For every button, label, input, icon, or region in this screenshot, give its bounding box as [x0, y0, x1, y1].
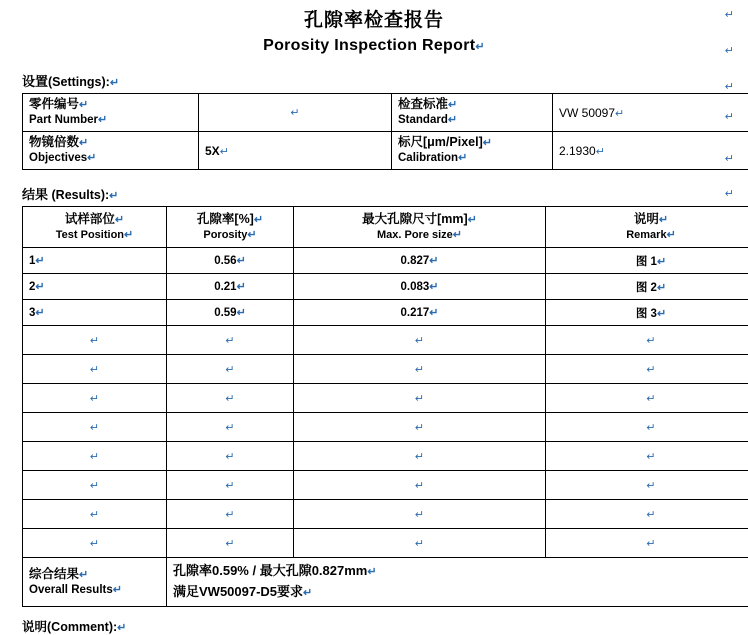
column-header-test-position: 试样部位↵ Test Position↵: [23, 207, 167, 248]
results-label-cn: 结果: [22, 187, 48, 202]
paragraph-mark: ↵: [90, 480, 99, 492]
table-row: [23, 471, 748, 500]
cell-remark[interactable]: [546, 326, 748, 355]
cell-porosity[interactable]: [167, 413, 294, 442]
paragraph-mark: ↵: [303, 587, 312, 599]
paragraph-mark: ↵: [79, 137, 88, 149]
paragraph-mark: ↵: [475, 41, 485, 53]
cell-test-position[interactable]: 2↵: [23, 274, 167, 300]
paragraph-mark: ↵: [367, 566, 376, 578]
results-table: [22, 206, 748, 607]
paragraph-mark: ↵: [109, 190, 118, 202]
table-row: [23, 94, 748, 132]
cell-remark[interactable]: [546, 413, 748, 442]
paragraph-mark: ↵: [124, 229, 133, 241]
paragraph-mark: ↵: [657, 308, 666, 320]
cell-max-pore[interactable]: 0.827↵: [294, 248, 546, 274]
paragraph-mark: ↵: [290, 107, 299, 119]
paragraph-mark: ↵: [646, 538, 655, 550]
paragraph-mark: ↵: [90, 451, 99, 463]
paragraph-mark: ↵: [90, 538, 99, 550]
paragraph-mark: ↵: [225, 393, 234, 405]
cell-porosity[interactable]: 0.56↵: [167, 248, 294, 274]
cell-porosity[interactable]: [167, 442, 294, 471]
cell-test-position[interactable]: [23, 413, 167, 442]
table-row: [23, 132, 748, 170]
paragraph-mark: ↵: [429, 281, 438, 293]
paragraph-mark: ↵: [225, 335, 234, 347]
paragraph-mark: ↵: [725, 80, 734, 93]
paragraph-mark: ↵: [237, 307, 246, 319]
paragraph-mark: ↵: [254, 214, 263, 226]
paragraph-mark: ↵: [659, 214, 668, 226]
paragraph-mark: ↵: [79, 569, 88, 581]
standard-value[interactable]: VW 50097↵: [553, 94, 748, 132]
table-row: [23, 326, 748, 355]
table-row: [23, 529, 748, 558]
standard-label: 检查标准↵ Standard↵: [392, 94, 553, 132]
paragraph-mark: ↵: [448, 114, 457, 126]
table-row: [23, 300, 748, 326]
results-label-en: (Results):: [52, 188, 110, 202]
paragraph-mark: ↵: [98, 114, 107, 126]
cell-test-position[interactable]: [23, 326, 167, 355]
paragraph-mark: ↵: [87, 152, 96, 164]
cell-remark[interactable]: [546, 384, 748, 413]
paragraph-mark: ↵: [237, 281, 246, 293]
part-number-label: 零件编号↵ Part Number↵: [23, 94, 199, 132]
paragraph-mark: ↵: [646, 364, 655, 376]
paragraph-mark: ↵: [415, 422, 424, 434]
overall-results-row: [23, 558, 748, 607]
paragraph-mark: ↵: [657, 282, 666, 294]
cell-max-pore[interactable]: [294, 355, 546, 384]
settings-label-en: (Settings):: [48, 75, 110, 89]
comment-label-cn: 说明: [22, 620, 47, 634]
table-row: [23, 274, 748, 300]
cell-porosity[interactable]: 0.21↵: [167, 274, 294, 300]
comment-label-en: (Comment):: [47, 620, 117, 634]
paragraph-mark: ↵: [646, 480, 655, 492]
cell-test-position[interactable]: 3↵: [23, 300, 167, 326]
table-header-row: [23, 207, 748, 248]
cell-porosity[interactable]: [167, 471, 294, 500]
paragraph-mark: ↵: [247, 229, 256, 241]
paragraph-mark: ↵: [237, 255, 246, 267]
cell-porosity[interactable]: [167, 326, 294, 355]
paragraph-mark: ↵: [225, 538, 234, 550]
overall-results-label: 综合结果↵ Overall Results↵: [23, 558, 167, 607]
cell-max-pore[interactable]: [294, 500, 546, 529]
results-section-label: [22, 184, 748, 203]
paragraph-mark: ↵: [453, 229, 462, 241]
paragraph-mark: ↵: [225, 509, 234, 521]
paragraph-mark: ↵: [596, 146, 605, 158]
comment-section-label: [22, 617, 748, 635]
paragraph-mark: ↵: [725, 187, 734, 200]
cell-test-position[interactable]: [23, 442, 167, 471]
calibration-value[interactable]: 2.1930↵: [553, 132, 748, 170]
paragraph-mark: ↵: [90, 335, 99, 347]
cell-remark[interactable]: 图 1↵: [546, 248, 748, 274]
paragraph-mark: ↵: [725, 8, 734, 21]
cell-remark[interactable]: [546, 442, 748, 471]
document-title: [0, 0, 748, 59]
paragraph-mark: ↵: [725, 152, 734, 165]
title-chinese: 孔隙率检查报告: [0, 8, 748, 34]
cell-test-position[interactable]: [23, 529, 167, 558]
title-english: Porosity Inspection Report↵: [0, 34, 748, 59]
paragraph-mark: ↵: [35, 307, 44, 319]
cell-test-position[interactable]: [23, 355, 167, 384]
paragraph-mark: ↵: [117, 622, 126, 634]
paragraph-mark: ↵: [667, 229, 676, 241]
overall-results-value[interactable]: 孔隙率0.59% / 最大孔隙0.827mm↵ 满足VW50097-D5要求↵: [167, 558, 748, 607]
objectives-value[interactable]: 5X↵: [199, 132, 392, 170]
paragraph-mark: ↵: [483, 137, 492, 149]
paragraph-mark: ↵: [646, 451, 655, 463]
column-header-max-pore-size: 最大孔隙尺寸[mm]↵ Max. Pore size↵: [294, 207, 546, 248]
cell-remark[interactable]: 图 2↵: [546, 274, 748, 300]
paragraph-mark: ↵: [79, 99, 88, 111]
cell-test-position[interactable]: 1↵: [23, 248, 167, 274]
paragraph-mark: ↵: [468, 214, 477, 226]
paragraph-mark: ↵: [646, 422, 655, 434]
paragraph-mark: ↵: [415, 451, 424, 463]
cell-porosity[interactable]: [167, 500, 294, 529]
cell-max-pore[interactable]: 0.083↵: [294, 274, 546, 300]
cell-test-position[interactable]: [23, 384, 167, 413]
cell-porosity[interactable]: [167, 384, 294, 413]
cell-max-pore[interactable]: 0.217↵: [294, 300, 546, 326]
table-row: [23, 500, 748, 529]
table-row: [23, 248, 748, 274]
cell-remark[interactable]: [546, 355, 748, 384]
paragraph-mark: ↵: [429, 255, 438, 267]
cell-remark[interactable]: [546, 471, 748, 500]
cell-test-position[interactable]: [23, 500, 167, 529]
cell-max-pore[interactable]: [294, 442, 546, 471]
cell-max-pore[interactable]: [294, 413, 546, 442]
paragraph-mark: ↵: [115, 214, 124, 226]
paragraph-mark: ↵: [725, 110, 734, 123]
paragraph-mark: ↵: [657, 256, 666, 268]
cell-porosity[interactable]: 0.59↵: [167, 300, 294, 326]
paragraph-mark: ↵: [646, 509, 655, 521]
paragraph-mark: ↵: [90, 393, 99, 405]
cell-remark[interactable]: 图 3↵: [546, 300, 748, 326]
paragraph-mark: ↵: [110, 77, 119, 89]
paragraph-mark: ↵: [225, 451, 234, 463]
paragraph-mark: ↵: [448, 99, 457, 111]
paragraph-mark: ↵: [113, 584, 122, 596]
paragraph-mark: ↵: [415, 538, 424, 550]
paragraph-mark: ↵: [615, 108, 624, 120]
cell-max-pore[interactable]: [294, 384, 546, 413]
part-number-value[interactable]: [199, 94, 392, 132]
paragraph-mark: ↵: [90, 509, 99, 521]
table-row: [23, 384, 748, 413]
cell-remark[interactable]: [546, 500, 748, 529]
paragraph-mark: ↵: [225, 422, 234, 434]
paragraph-mark: ↵: [415, 364, 424, 376]
paragraph-mark: ↵: [415, 393, 424, 405]
cell-remark[interactable]: [546, 529, 748, 558]
paragraph-mark: ↵: [35, 281, 44, 293]
cell-porosity[interactable]: [167, 355, 294, 384]
paragraph-mark: ↵: [646, 335, 655, 347]
column-header-remark: 说明↵ Remark↵: [546, 207, 748, 248]
table-row: [23, 413, 748, 442]
paragraph-mark: ↵: [429, 307, 438, 319]
paragraph-mark: ↵: [725, 44, 734, 57]
paragraph-mark: ↵: [415, 480, 424, 492]
cell-test-position[interactable]: [23, 471, 167, 500]
paragraph-mark: ↵: [90, 364, 99, 376]
settings-table: [22, 93, 748, 170]
calibration-label: 标尺[μm/Pixel]↵ Calibration↵: [392, 132, 553, 170]
paragraph-mark: ↵: [415, 335, 424, 347]
settings-label-cn: 设置: [22, 74, 48, 89]
objectives-label: 物镜倍数↵ Objectives↵: [23, 132, 199, 170]
paragraph-mark: ↵: [225, 480, 234, 492]
paragraph-mark: ↵: [646, 393, 655, 405]
paragraph-mark: ↵: [225, 364, 234, 376]
cell-max-pore[interactable]: [294, 529, 546, 558]
cell-max-pore[interactable]: [294, 326, 546, 355]
table-row: [23, 442, 748, 471]
paragraph-mark: ↵: [90, 422, 99, 434]
settings-section-label: [22, 71, 748, 90]
paragraph-mark: ↵: [415, 509, 424, 521]
paragraph-mark: ↵: [35, 255, 44, 267]
cell-porosity[interactable]: [167, 529, 294, 558]
paragraph-mark: ↵: [458, 152, 467, 164]
column-header-porosity: 孔隙率[%]↵ Porosity↵: [167, 207, 294, 248]
table-row: [23, 355, 748, 384]
cell-max-pore[interactable]: [294, 471, 546, 500]
paragraph-mark: ↵: [220, 146, 229, 158]
